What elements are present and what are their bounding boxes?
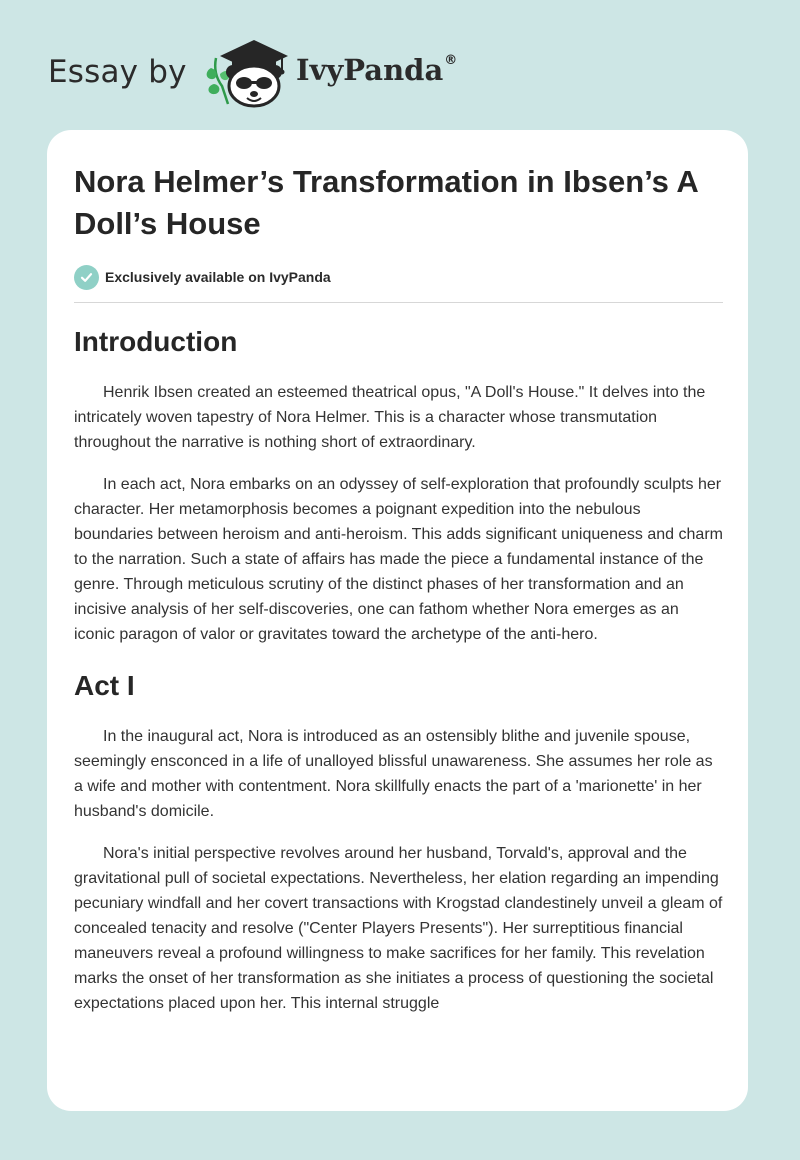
check-circle-icon bbox=[74, 265, 99, 290]
title-divider bbox=[74, 302, 723, 303]
act-i-paragraph: In the inaugural act, Nora is introduced as an ostensibly blithe and juvenile spouse, seemingly ensconced in a life of unalloyed blissful unawareness. She assumes her role as a wife and mother with contentment. Nora skillfully enacts the part of a 'marionette' in her husband's domicile. bbox=[74, 728, 713, 820]
brand-name bbox=[296, 53, 457, 87]
site-header bbox=[48, 34, 488, 112]
brand-prefix: Essay by bbox=[48, 54, 187, 90]
section-heading-act-i: Act I bbox=[74, 670, 135, 701]
exclusive-badge-text: Exclusively available on IvyPanda bbox=[105, 269, 331, 285]
exclusive-badge bbox=[74, 263, 723, 291]
essay-title: Nora Helmer’s Transformation in Ibsen’s A Doll’s House bbox=[74, 164, 698, 241]
essay-card bbox=[47, 130, 748, 1111]
brand-name-text: IvyPanda bbox=[296, 53, 444, 87]
act-i-paragraph: Nora's initial perspective revolves around her husband, Torvald's, approval and the gravitational pull of societal expectations. Nevertheless, her elation regarding an impending pecuniary windfall and her covert transactions with Krogstad clandestinely unveil a gleam of concealed tenacity and resolve ("Center Players Presents"). Her surreptitious financial maneuvers reveal a profound willingness to make sacrifices for her family. This revelation marks the onset of her transformation as she initiates a process of questioning the societal expectations placed upon her. This internal struggle bbox=[74, 845, 723, 1012]
section-heading-introduction: Introduction bbox=[74, 326, 238, 357]
panda-logo-icon[interactable] bbox=[202, 34, 292, 108]
intro-paragraph: Henrik Ibsen created an esteemed theatrical opus, "A Doll's House." It delves into the intricately woven tapestry of Nora Helmer. This is a character whose transmutation throughout the narrative is nothing short of extraordinary. bbox=[74, 384, 706, 451]
intro-paragraph: In each act, Nora embarks on an odyssey of self-exploration that profoundly sculpts her character. Her metamorphosis becomes a poignant expedition into the nebulous boundaries between heroism and anti-heroism. This adds significant uniqueness and charm to the narration. Such a state of affairs has made the piece a fundamental instance of the genre. Through meticulous scrutiny of the distinct phases of her transformation and an incisive analysis of her self-discoveries, one can fathom whether Nora emerges as an iconic paragon of valor or gravitates toward the archetype of the anti-hero. bbox=[74, 476, 723, 643]
registered-mark: ® bbox=[444, 53, 458, 68]
essay-content bbox=[74, 161, 723, 1016]
